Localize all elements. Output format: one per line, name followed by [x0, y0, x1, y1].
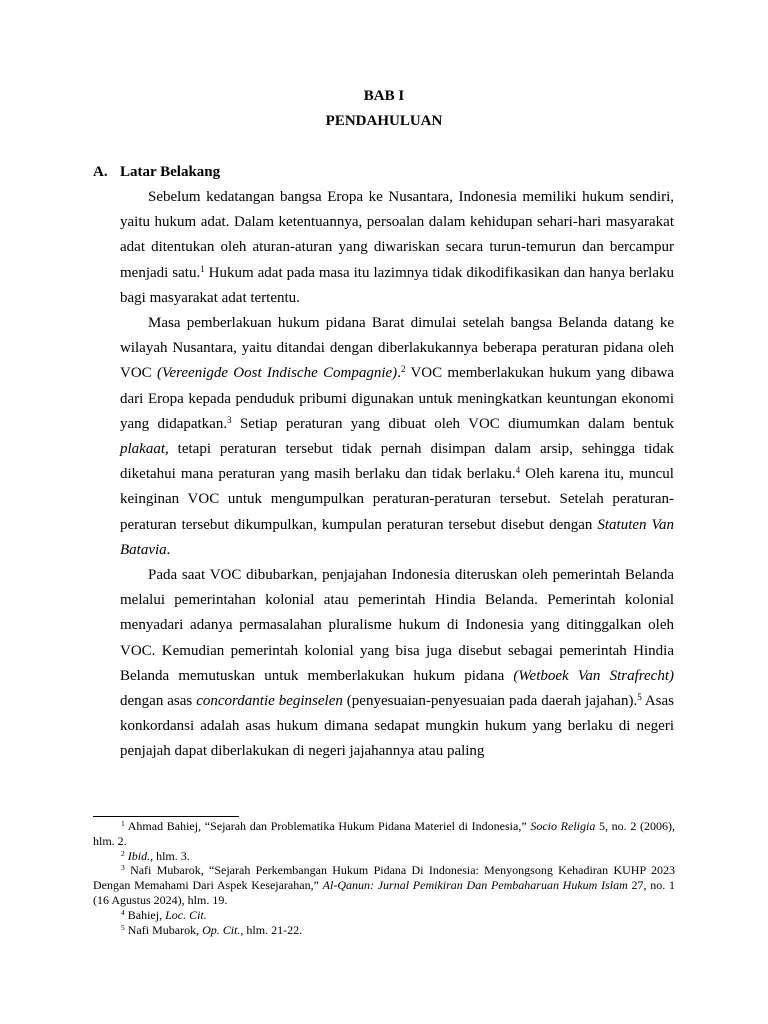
italic-run: Al-Qanun: Jurnal Pemikiran Dan Pembaharuan Hukum Islam — [322, 878, 628, 893]
italic-run: Socio Religia — [530, 819, 596, 833]
text-run: Asas konkordansi adalah asas hukum dimana sedapat mungkin hukum yang berlaku di negeri penjajah dapat diberlakukan di negeri jajahannya atau paling — [120, 693, 674, 760]
footnote-number: 2 — [121, 848, 125, 858]
text-run: Nafi Mubarok, “Sejarah Perkembangan Hukum Pidana Di Indonesia: Menyongsong Kehadiran KUHP 2023 Dengan Memahami Dari Aspek Kesejarahan,” — [93, 863, 675, 893]
text-run: 5, no. 2 (2006), hlm. 2. — [93, 819, 675, 848]
text-run: , hlm. 21-22. — [240, 922, 303, 937]
section-letter: A. — [93, 164, 108, 180]
section-heading — [93, 164, 220, 181]
footnote-ref-1: 1 — [200, 263, 205, 274]
text-run: Hukum adat pada masa itu lazimnya tidak dikodifikasikan dan hanya berlaku bagi masyarakat adat tertentu. — [120, 264, 674, 306]
chapter-title: PENDAHULUAN — [325, 113, 443, 129]
paragraph-1 — [120, 185, 674, 311]
text-run: (penyesuaian-penyesuaian pada daerah jajahan). — [342, 693, 638, 710]
footnote-2 — [93, 849, 675, 864]
footnotes — [93, 819, 675, 937]
footnote-separator — [93, 816, 239, 817]
footnote-ref-4: 4 — [515, 465, 521, 476]
text-run: Masa pemberlakuan hukum pidana Barat dimulai setelah bangsa Belanda datang ke wilayah Nusantara, yaitu ditandai dengan diberlakukannya beberapa peraturan pidana oleh VOC — [120, 315, 674, 382]
text-run: VOC memberlakukan hukum yang dibawa dari Eropa kepada penduduk pribumi digunakan untuk meningkatkan keuntungan ekonomi yang didapatkan. — [120, 365, 675, 432]
text-run: Bahiej, — [124, 907, 166, 922]
italic-run: Op. Cit. — [202, 922, 241, 937]
italic-run: Ibid. — [127, 848, 151, 863]
text-run: Sebelum kedatangan bangsa Eropa ke Nusantara, Indonesia memiliki hukum sendiri, yaitu hukum adat. Dalam ketentuannya, persoalan dalam kehidupan sehari-hari masyarakat adat ditentukan oleh aturan-aturan yang diwariskan secara turun-temurun dan bercampur menjadi satu. — [120, 189, 674, 281]
text-run: Ahmad Bahiej, “Sejarah dan Problematika Hukum Pidana Materiel di Indonesia,” — [124, 819, 531, 833]
footnote-number: 5 — [121, 922, 125, 932]
italic-run: Loc. Cit. — [165, 907, 207, 922]
italic-run: (Vereenigde Oost Indische Compagnie) — [156, 365, 398, 382]
text-run: Pada saat VOC dibubarkan, penjajahan Indonesia diteruskan oleh pemerintah Belanda melalui pemerintahan kolonial atau pemerintah Hindia Belanda. Pemerintah kolonial menyadari adanya permasalahan pluralisme hukum di Indonesia yang ditinggalkan oleh VOC. Kemudian pemerintah kolonial yang bisa juga disebut sebagai pemerintah Hindia Belanda memutuskan untuk memberlakukan hukum pidana — [120, 567, 674, 684]
footnote-ref-2: 2 — [400, 364, 406, 375]
footnote-ref-5: 5 — [637, 692, 642, 703]
footnote-1 — [93, 819, 675, 849]
italic-run: plakaat — [120, 441, 165, 458]
italic-run: (Wetboek Van Strafrecht) — [513, 667, 674, 684]
text-run: , tetapi peraturan tersebut tidak pernah disimpan dalam arsip, sehingga tidak diketahui mana peraturan yang masih berlaku dan tidak berlaku. — [120, 441, 674, 483]
footnote-4 — [93, 908, 675, 923]
text-run: . — [397, 365, 401, 382]
text-run: Nafi Mubarok, — [124, 922, 203, 937]
text-run: , hlm. 3. — [150, 848, 190, 863]
footnote-number: 4 — [121, 907, 125, 917]
text-run: 27, no. 1 (16 Agustus 2024), hlm. 19. — [93, 878, 676, 907]
italic-run: Statuten Van Batavia — [120, 516, 674, 558]
text-run: Oleh karena itu, muncul keinginan VOC untuk mengumpulkan peraturan-peraturan tersebut. Setelah peraturan-peraturan tersebut dikumpulkan, kumpulan peraturan tersebut disebut dengan — [120, 466, 674, 533]
section-title: Latar Belakang — [120, 164, 221, 180]
paragraph-2 — [120, 311, 674, 563]
text-run: Setiap peraturan yang dibuat oleh VOC diumumkan dalam bentuk — [231, 415, 675, 432]
footnote-5 — [93, 923, 675, 938]
footnote-ref-3: 3 — [227, 414, 232, 425]
text-run: dengan asas — [120, 693, 197, 710]
body-text — [120, 185, 674, 765]
footnote-number: 1 — [121, 819, 125, 828]
footnote-number: 3 — [121, 863, 125, 873]
chapter-label: BAB I — [363, 88, 405, 104]
footnote-3 — [93, 863, 675, 907]
text-run: . — [166, 541, 171, 558]
paragraph-3 — [120, 563, 674, 765]
italic-run: concordantie beginselen — [196, 693, 343, 710]
